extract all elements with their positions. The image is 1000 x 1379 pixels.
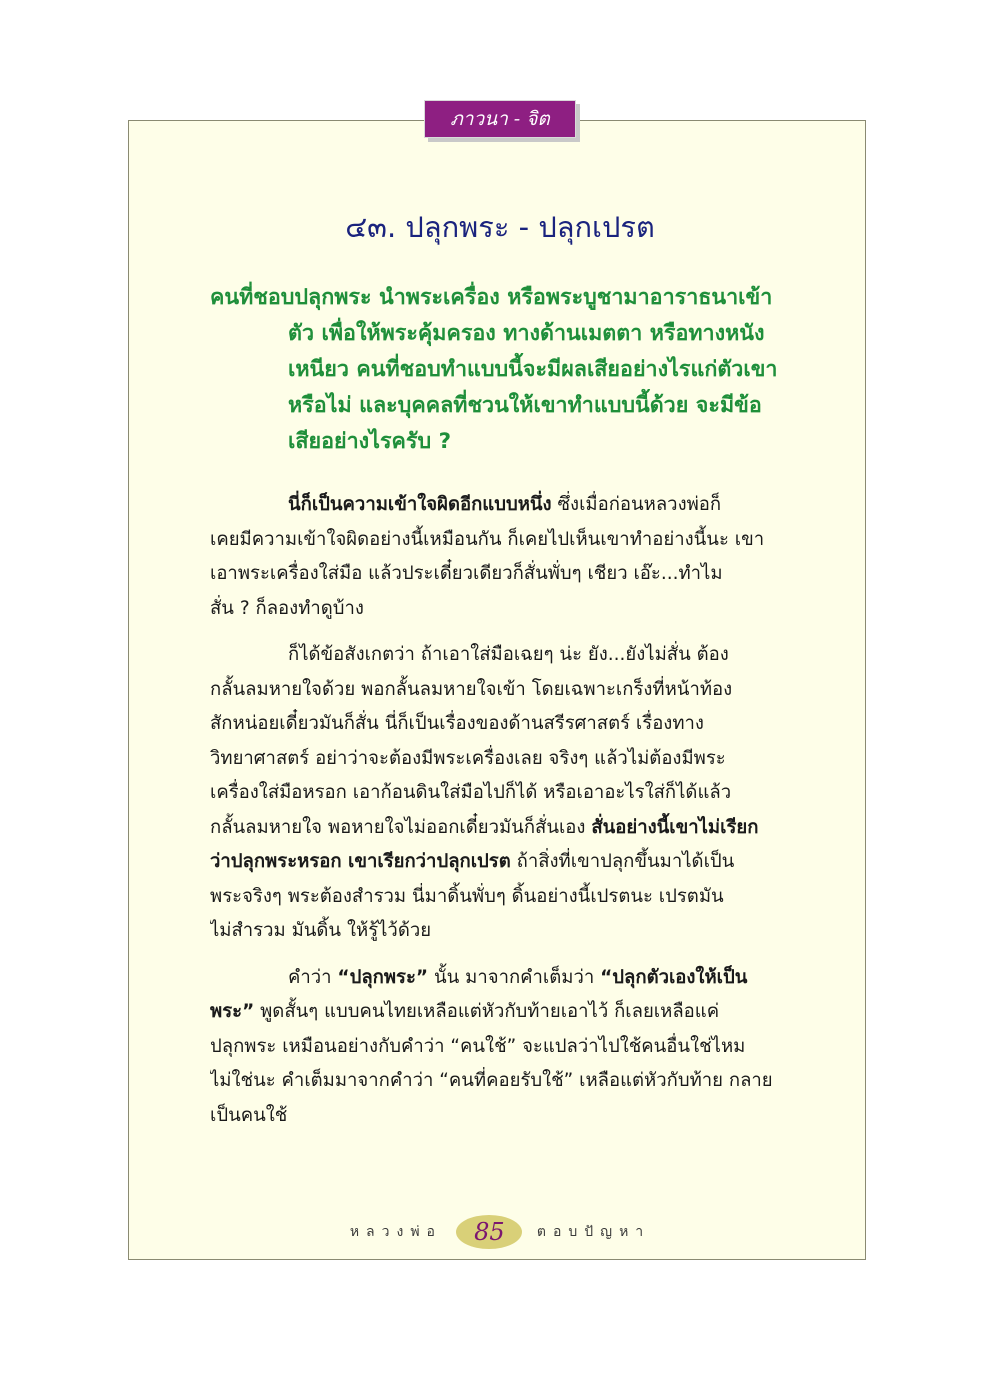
text-line: กลั้นลมหายใจด้วย พอกลั้นลมหายใจเข้า โดยเฉพาะเกร็งที่หน้าท้อง	[210, 678, 733, 700]
text-line: ไม่ใช่นะ คำเต็มมาจากคำว่า “คนที่คอยรับใช้” เหลือแต่หัวกับท้าย กลาย	[210, 1070, 773, 1091]
chapter-title: ๔๓. ปลุกพระ - ปลุกเปรต	[345, 210, 655, 244]
answer-paragraph-2	[210, 638, 790, 949]
question-line: หรือไม่ และบุคคลที่ชวนให้เขาทำแบบนี้ด้วย จะมีข้อ	[288, 393, 762, 418]
text-line: ไม่สำรวม มันดิ้น ให้รู้ไว้ด้วย	[210, 920, 432, 941]
text-line	[210, 488, 790, 523]
question-line: เสียอย่างไรครับ ?	[288, 429, 452, 454]
question-line: เหนียว คนที่ชอบทำแบบนี้จะมีผลเสียอย่างไรแก่ตัวเขา	[288, 357, 778, 382]
answer-body	[210, 488, 790, 1145]
bold-phrase: “ปลุกพระ”	[337, 966, 429, 988]
text-line	[210, 961, 790, 996]
footer-book-title-left: หลวงพ่อ	[349, 1224, 442, 1240]
text-line: เครื่องใส่มือหรอก เอาก้อนดินใส่มือไปก็ได้ หรือเอาอะไรใส่ก็ได้แล้ว	[210, 782, 732, 803]
question-line: ตัว เพื่อให้พระคุ้มครอง ทางด้านเมตตา หรือทางหนัง	[288, 321, 765, 346]
text-span: ถ้าสิ่งที่เขาปลุกขึ้นมาได้เป็น	[510, 851, 735, 872]
page-footer	[300, 1212, 700, 1252]
text-line: เคยมีความเข้าใจผิดอย่างนี้เหมือนกัน ก็เคยไปเห็นเขาทำอย่างนี้นะ เขา	[210, 528, 765, 550]
text-span: ซึ่งเมื่อก่อนหลวงพ่อก็	[551, 494, 722, 515]
text-line: เป็นคนใช้	[210, 1104, 288, 1126]
text-line: เอาพระเครื่องใส่มือ แล้วประเดี๋ยวเดียวก็สั่นพั่บๆ เชียว เอ๊ะ...ทำไม	[210, 563, 723, 584]
text-line: พระจริงๆ พระต้องสำรวม นี่มาดิ้นพั่บๆ ดิ้นอย่างนี้เปรตนะ เปรตมัน	[210, 885, 724, 907]
text-line: สั่น ? ก็ลองทำดูบ้าง	[210, 597, 364, 619]
text-span: คำว่า	[288, 966, 338, 988]
text-span: กลั้นลมหายใจ พอหายใจไม่ออกเดี๋ยวมันก็สั่นเอง	[210, 816, 592, 838]
text-line	[210, 995, 790, 1030]
page-number: 85	[456, 1215, 522, 1249]
text-line: ปลุกพระ เหมือนอย่างกับคำว่า “คนใช้” จะแปลว่าไปใช้คนอื่นใช่ไหม	[210, 1035, 746, 1057]
answer-paragraph-3	[210, 961, 790, 1134]
question-line: คนที่ชอบปลุกพระ นำพระเครื่อง หรือพระบูชามาอาราธนาเข้า	[210, 285, 773, 310]
text-line	[210, 845, 790, 880]
bold-phrase: ว่าปลุกพระหรอก เขาเรียกว่าปลุกเปรต	[210, 851, 511, 872]
text-span: นั้น มาจากคำเต็มว่า	[428, 966, 601, 988]
section-tab: ภาวนา - จิต	[424, 100, 576, 138]
bold-phrase: นี่ก็เป็นความเข้าใจผิดอีกแบบหนึ่ง	[288, 494, 552, 515]
text-line	[210, 811, 790, 846]
question-block	[210, 280, 790, 460]
footer-book-title-right: ตอบปัญหา	[536, 1224, 651, 1240]
text-line: สักหน่อยเดี๋ยวมันก็สั่น นี่ก็เป็นเรื่องของด้านสรีรศาสตร์ เรื่องทาง	[210, 713, 704, 734]
bold-phrase: “ปลุกตัวเองให้เป็น	[600, 966, 748, 988]
text-line: วิทยาศาสตร์ อย่าว่าจะต้องมีพระเครื่องเลย จริงๆ แล้วไม่ต้องมีพระ	[210, 747, 726, 769]
bold-phrase: สั่นอย่างนี้เขาไม่เรียก	[591, 816, 759, 838]
text-line: ก็ได้ข้อสังเกตว่า ถ้าเอาใส่มือเฉยๆ น่ะ ยัง...ยังไม่สั่น ต้อง	[288, 644, 729, 665]
text-span: พูดสั้นๆ แบบคนไทยเหลือแต่หัวกับท้ายเอาไว้ ก็เลยเหลือแค่	[254, 1001, 720, 1022]
bold-phrase: พระ”	[210, 1001, 255, 1022]
answer-paragraph-1	[210, 488, 790, 626]
